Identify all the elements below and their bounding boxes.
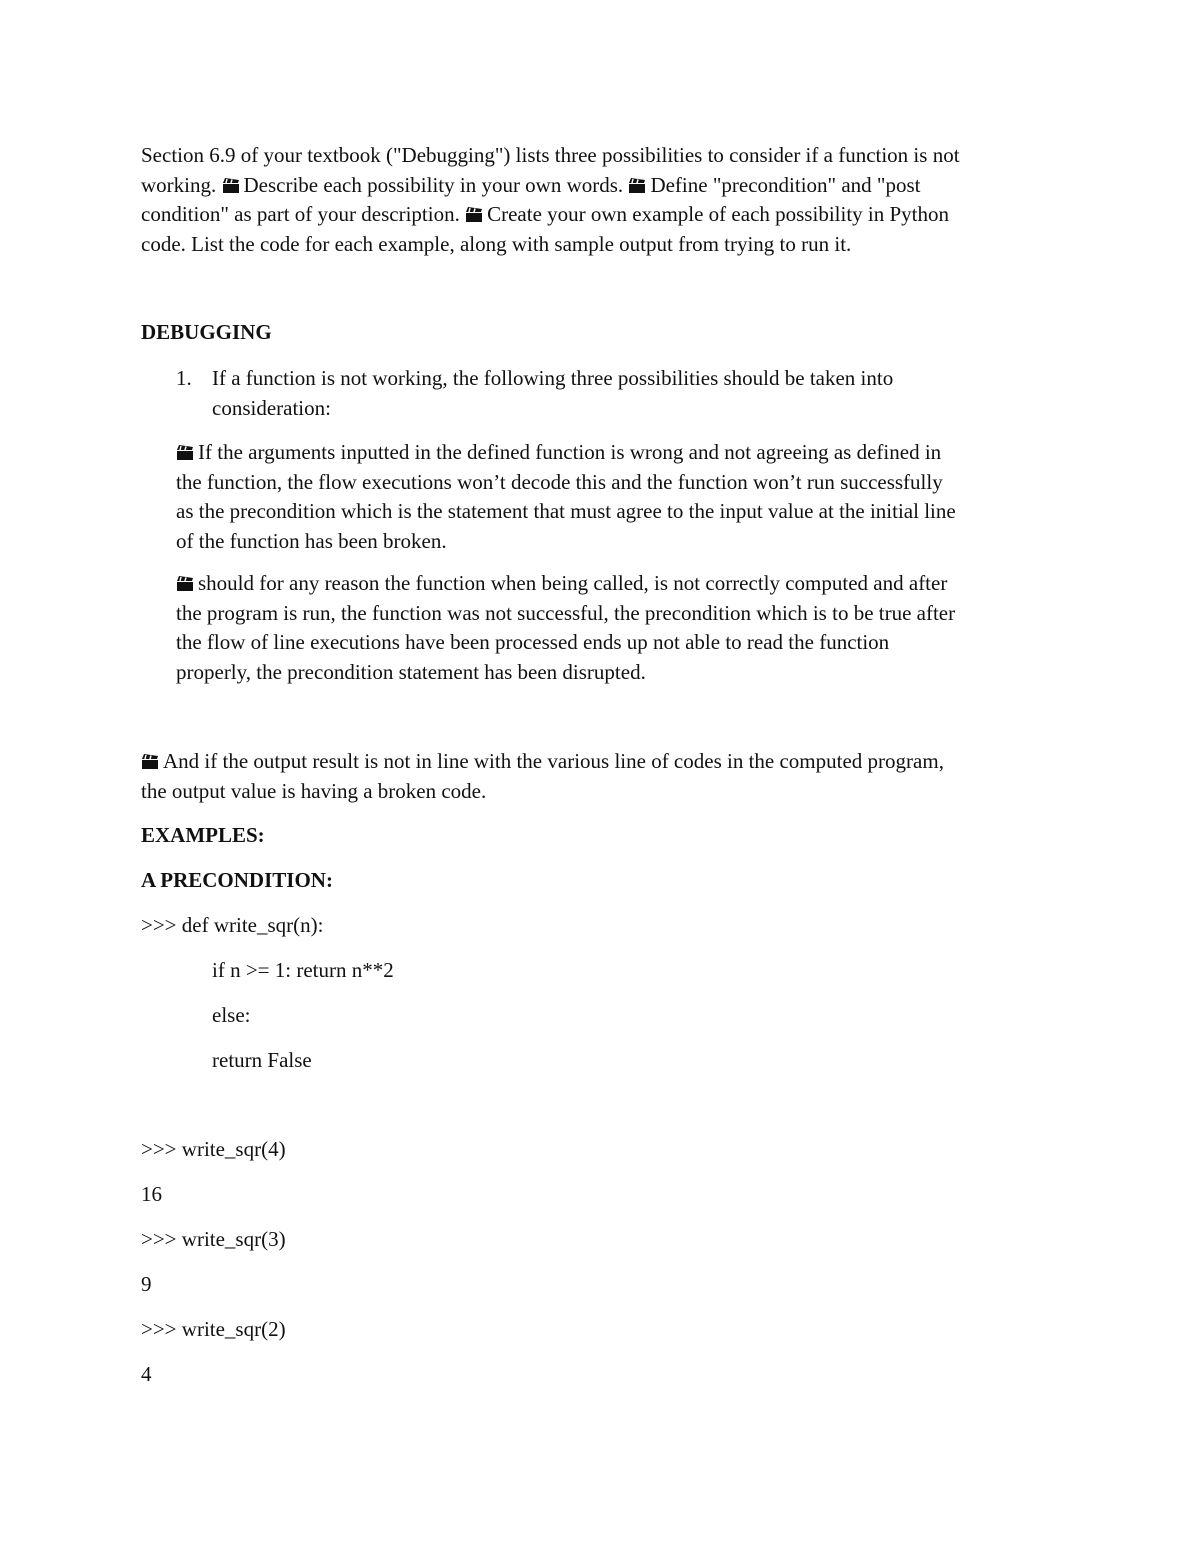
clapperboard-icon xyxy=(176,575,194,592)
bullet-3-line-1 xyxy=(141,747,944,777)
session-line-5: >>> write_sqr(2) xyxy=(141,1317,286,1341)
debugging-item-line-1: If a function is not working, the following three possibilities should be taken into xyxy=(212,366,894,390)
clapperboard-icon xyxy=(628,177,646,194)
session-line-6: 4 xyxy=(141,1362,152,1386)
prompt-line-4: code. List the code for each example, along with sample output from trying to run it. xyxy=(141,231,852,256)
prompt-line-1: Section 6.9 of your textbook ("Debugging") lists three possibilities to consider if a function is not xyxy=(141,143,960,167)
bullet-2-line-2: the program is run, the function was not successful, the precondition which is to be true after xyxy=(176,600,956,625)
bullet-3-text-1: And if the output result is not in line with the various line of codes in the computed program, xyxy=(163,749,944,773)
bullet-1-line-2: the function, the flow executions won’t decode this and the function won’t run successfully xyxy=(176,469,943,494)
bullet-possibility-2 xyxy=(176,569,955,687)
prompt-line-2 xyxy=(141,171,960,201)
code-body-line-1: if n >= 1: return n**2 xyxy=(212,958,394,982)
session-line-3: >>> write_sqr(3) xyxy=(141,1227,286,1251)
session-line-2: 16 xyxy=(141,1182,162,1206)
clapperboard-icon xyxy=(222,177,240,194)
debugging-item-line-2: consideration: xyxy=(212,395,331,420)
clapperboard-icon xyxy=(176,444,194,461)
bullet-2-line-1 xyxy=(176,569,955,599)
debugging-item-text xyxy=(212,364,893,423)
bullet-1-line-1 xyxy=(176,438,956,468)
prompt-line-3a: condition" as part of your description. xyxy=(141,202,460,226)
session-line-4: 9 xyxy=(141,1272,152,1296)
prompt-line-3 xyxy=(141,200,960,230)
bullet-possibility-3 xyxy=(141,747,944,806)
debugging-heading: DEBUGGING xyxy=(141,320,272,344)
bullet-2-line-4: properly, the precondition statement has been disrupted. xyxy=(176,659,646,684)
bullet-3-line-2: the output value is having a broken code. xyxy=(141,778,487,803)
debugging-item-number: 1. xyxy=(176,366,192,390)
prompt-line-3b: Create your own example of each possibility in Python xyxy=(487,202,950,226)
bullet-1-text-1: If the arguments inputted in the defined function is wrong and not agreeing as defined in xyxy=(198,440,942,464)
bullet-possibility-1 xyxy=(176,438,956,556)
prompt-line-2b: Describe each possibility in your own words. xyxy=(243,172,624,197)
prompt-paragraph xyxy=(141,141,960,259)
examples-heading: EXAMPLES: xyxy=(141,823,265,847)
clapperboard-icon xyxy=(141,753,159,770)
bullet-1-line-4: of the function has been broken. xyxy=(176,528,447,553)
session-line-1: >>> write_sqr(4) xyxy=(141,1137,286,1161)
code-def-line: >>> def write_sqr(n): xyxy=(141,913,324,937)
clapperboard-icon xyxy=(465,206,483,223)
prompt-line-2a: working. xyxy=(141,172,217,197)
prompt-line-2c: Define "precondition" and "post xyxy=(650,172,921,197)
bullet-2-line-3: the flow of line executions have been processed ends up not able to read the function xyxy=(176,630,890,654)
bullet-2-text-1: should for any reason the function when being called, is not correctly computed and after xyxy=(198,571,948,595)
precondition-heading: A PRECONDITION: xyxy=(141,868,333,892)
code-body-line-2: else: xyxy=(212,1003,251,1027)
bullet-1-line-3: as the precondition which is the statement that must agree to the input value at the initial line xyxy=(176,499,956,523)
code-body-line-3: return False xyxy=(212,1048,312,1072)
